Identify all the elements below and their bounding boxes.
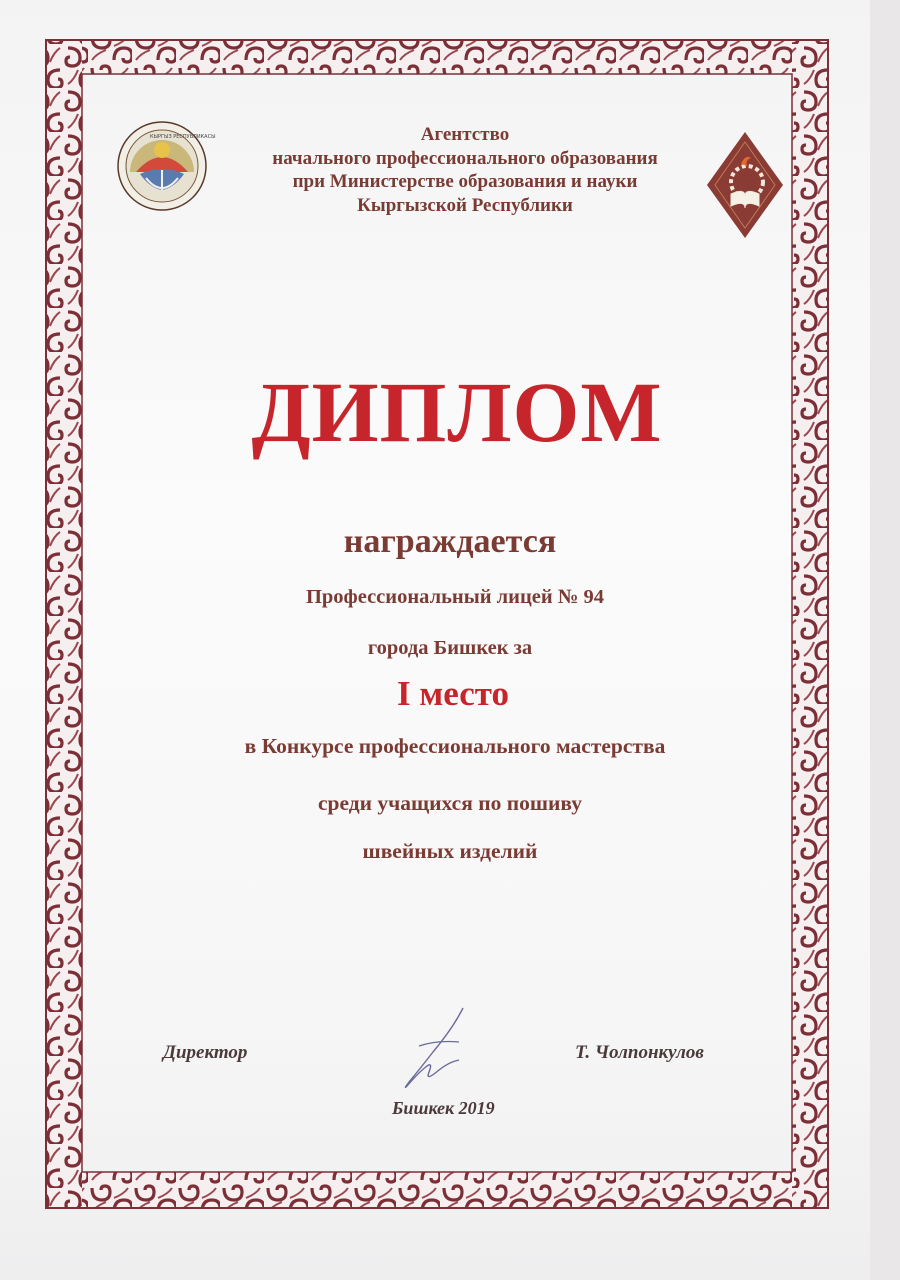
agency-line-3: при Министерстве образования и науки — [292, 171, 638, 192]
signatory-role: Директор — [163, 1042, 248, 1063]
signatory-name: Т. Чолпонкулов — [575, 1042, 704, 1063]
diploma-title: ДИПЛОМ — [251, 364, 663, 460]
issuing-agency — [30, 123, 900, 217]
recipient-line-2: города Бишкек за — [367, 637, 533, 659]
contest-line-3: швейных изделий — [362, 839, 538, 863]
place-award: I место — [397, 674, 509, 713]
agency-line-4: Кыргызской Республики — [357, 194, 573, 216]
city-year: Бишкек 2019 — [392, 1098, 495, 1118]
contest-line-2: среди учащихся по пошиву — [317, 791, 583, 815]
agency-line-2: начального профессионального образования — [272, 147, 658, 169]
agency-line-1: Агентство — [420, 124, 510, 145]
contest-line-1: в Конкурсе профессионального мастерства — [244, 734, 666, 758]
emblem-arc-text: КЫРГЫЗ РЕСПУБЛИКАСЫ — [150, 134, 216, 140]
recipient-line-1: Профессиональный лицей № 94 — [305, 586, 605, 608]
awarded-label: награждается — [343, 523, 557, 560]
handwritten-signature — [385, 1000, 485, 1100]
